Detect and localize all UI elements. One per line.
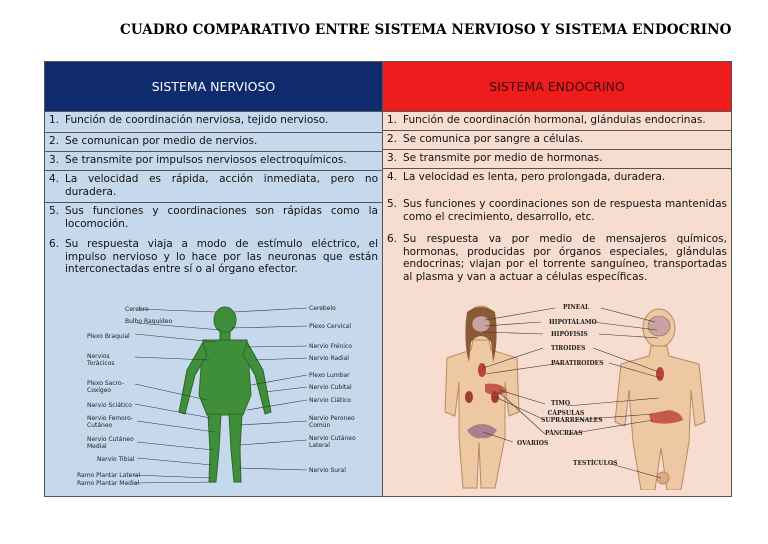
nervous-label: Ramo Plantar Lateral (77, 472, 141, 479)
nervous-system-heading: SISTEMA NERVIOSO (45, 62, 382, 112)
endocrine-label: PINEAL (563, 304, 590, 311)
endocrine-label: PARATIROIDES (551, 360, 604, 367)
list-item: 3. Se transmite por impulsos nerviosos electroquímicos. (45, 152, 382, 171)
nervous-label: Cerebro (125, 306, 149, 313)
nervous-label: Bulbo Raquídeo (125, 318, 173, 325)
nervous-label: Nervios Torácicos (87, 353, 115, 367)
nervous-label: Nervio Peroneo Común (309, 415, 355, 429)
list-item: 2. Se comunica por sangre a células. (383, 131, 731, 150)
endocrine-system-illustration (433, 302, 733, 490)
endocrine-label: CÁPSULAS SUPRARRENALES (541, 410, 603, 424)
nervous-label: Nervio Cutáneo Lateral (309, 435, 356, 449)
nervous-label: Cerebelo (309, 305, 336, 312)
nervous-label: Nervio Frénico (309, 343, 352, 350)
list-item: 4. La velocidad es rápida, acción inmediata, pero no duradera. (45, 171, 382, 203)
endocrine-system-list (383, 112, 731, 291)
page-title: CUADRO COMPARATIVO ENTRE SISTEMA NERVIOSO Y SISTEMA ENDOCRINO (120, 22, 732, 38)
nervous-label: Nervio Cubital (309, 384, 352, 391)
comparison-table (44, 61, 732, 497)
nervous-label: Plexo Braquial (87, 333, 130, 340)
endocrine-system-heading: SISTEMA ENDOCRINO (383, 62, 731, 112)
nervous-label: Nervio Femoro-Cutáneo (87, 415, 134, 429)
nervous-label: Nervio Sural (309, 467, 346, 474)
nervous-label: Nervio Cutáneo Medial (87, 436, 134, 450)
list-item: 6. Su respuesta viaja a modo de estímulo eléctrico, el impulso nervioso y lo hace por las neuronas que están interconectadas entre sí o al órgano efector. (49, 238, 378, 276)
endocrine-label: TIROIDES (551, 345, 586, 352)
endocrine-label: HIPOTÁLAMO (549, 319, 597, 326)
list-item: 5. Sus funciones y coordinaciones son de respuesta mantenidas como el crecimiento, desarrollo, etc. (387, 198, 727, 223)
nervous-label: Nervio Ciático (309, 397, 351, 404)
list-item: 6. Su respuesta va por medio de mensajeros químicos, hormonas, producidas por órganos especiales, glándulas endocrinas; viajan por el torrente sanguíneo, transportadas al plasma y van a actuar a células específicas. (387, 233, 727, 283)
endocrine-system-column (383, 62, 731, 496)
nervous-label: Plexo Lumbar (309, 372, 350, 379)
list-item: 3. Se transmite por medio de hormonas. (383, 150, 731, 169)
endocrine-label: PÁNCREAS (545, 430, 583, 437)
endocrine-label: TESTÍCULOS (573, 460, 618, 467)
list-item: 1. Función de coordinación hormonal, glándulas endocrinas. (383, 112, 731, 131)
list-item: 2. Se comunican por medio de nervios. (45, 133, 382, 152)
endocrine-label: TIMO (551, 400, 571, 407)
endocrine-label: HIPÓFISIS (551, 331, 588, 338)
nervous-label: Plexo Cervical (309, 323, 352, 330)
nervous-label: Plexo Sacro-Coxígeo (87, 380, 124, 394)
nervous-system-illustration (75, 300, 375, 490)
list-item: 1. Función de coordinación nerviosa, tejido nervioso. (45, 112, 382, 133)
list-item: 5. Sus funciones y coordinaciones son rápidas como la locomoción. (49, 205, 378, 230)
nervous-label: Nervio Radial (309, 355, 349, 362)
nervous-system-list (45, 112, 382, 282)
nervous-system-column (45, 62, 383, 496)
list-item: 4. La velocidad es lenta, pero prolongada, duradera. (387, 171, 666, 183)
nervous-label: Nervio Tibial (97, 456, 135, 463)
nervous-label: Ramo Plantar Medial (77, 480, 139, 487)
nervous-label: Nervio Sciático (87, 402, 132, 409)
endocrine-label: OVARIOS (517, 440, 549, 447)
